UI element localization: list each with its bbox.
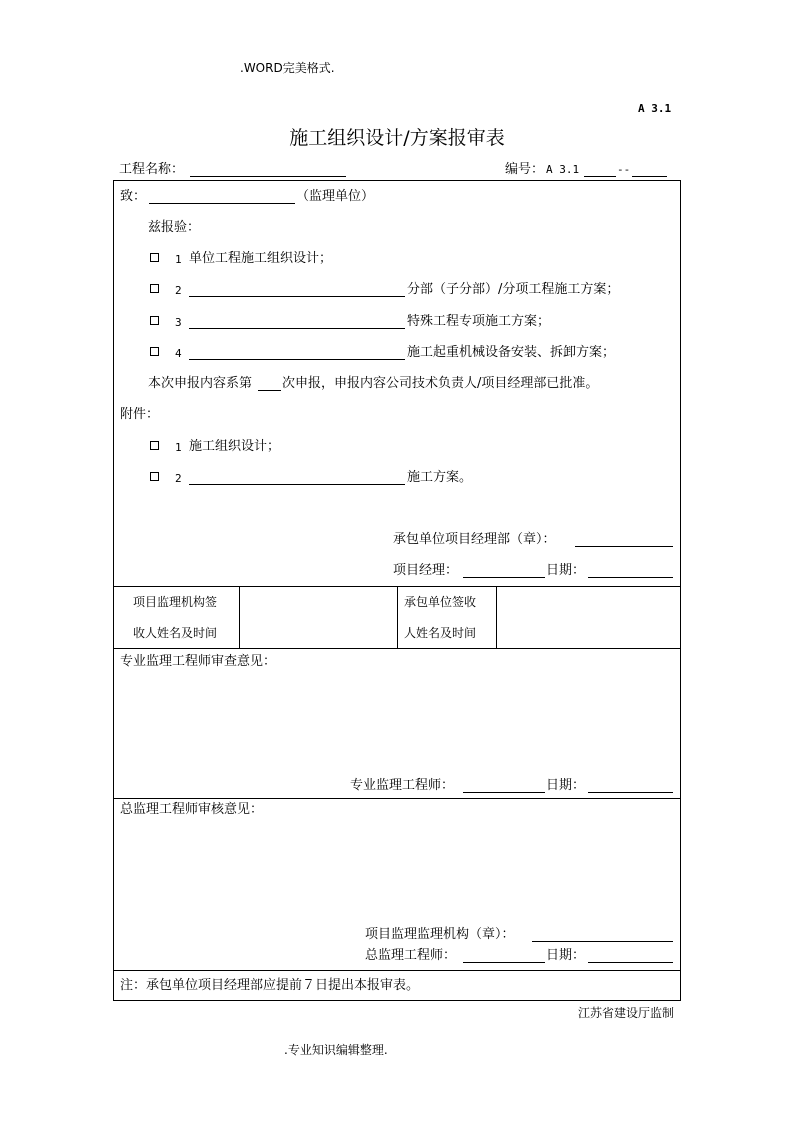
attachment-2-field[interactable] (189, 484, 405, 485)
engineer-label: 专业监理工程师： (350, 778, 455, 793)
to-label: 致： (120, 189, 147, 204)
chief-date-label: 日期： (546, 948, 586, 963)
divider-note-top (113, 970, 681, 971)
number-field-1[interactable] (584, 176, 616, 177)
item-2-field[interactable] (189, 296, 405, 297)
attachment-2-checkbox[interactable] (150, 472, 159, 481)
form-note: 注：承包单位项目经理部应提前７日提出本报审表。 (120, 978, 420, 993)
item-1-text: 单位工程施工组织设计； (189, 251, 333, 266)
item-2-number: 2 (175, 284, 182, 297)
item-3-text: 特殊工程专项施工方案； (407, 314, 551, 329)
issuer-label: 江苏省建设厅监制 (578, 1006, 675, 1020)
item-3-checkbox[interactable] (150, 316, 159, 325)
supervisor-sign-field[interactable] (240, 587, 396, 647)
item-4-checkbox[interactable] (150, 347, 159, 356)
contractor-sign-field[interactable] (497, 587, 680, 647)
header-watermark: .WORD完美格式. (240, 61, 335, 75)
number-separator: -- (617, 163, 631, 176)
divider-sign-bottom (113, 648, 681, 649)
contractor-dept-label: 承包单位项目经理部（章）： (393, 532, 556, 547)
pm-date-field[interactable] (588, 577, 673, 578)
engineer-field[interactable] (463, 792, 545, 793)
contractor-dept-field[interactable] (575, 546, 673, 547)
supervision-org-field[interactable] (532, 941, 673, 942)
sign-col-divider-2 (397, 586, 398, 648)
item-4-number: 4 (175, 347, 182, 360)
project-name-field[interactable] (190, 176, 346, 177)
attachment-1-text: 施工组织设计； (189, 439, 281, 454)
item-1-checkbox[interactable] (150, 253, 159, 262)
attachment-1-checkbox[interactable] (150, 441, 159, 450)
pm-date-label: 日期： (546, 563, 586, 578)
attachments-label: 附件： (120, 407, 160, 422)
divider-review-bottom (113, 798, 681, 799)
item-3-field[interactable] (189, 328, 405, 329)
supervisor-sign-label-2: 收人姓名及时间 (133, 626, 218, 640)
page-title: 施工组织设计/方案报审表 (289, 127, 505, 149)
pm-label: 项目经理： (393, 563, 459, 578)
engineer-date-field[interactable] (588, 792, 673, 793)
engineer-review-textarea[interactable] (118, 675, 676, 770)
statement-pre: 本次申报内容系第 (148, 376, 253, 391)
project-name-label: 工程名称： (119, 162, 185, 177)
engineer-date-label: 日期： (546, 778, 586, 793)
chief-review-textarea[interactable] (118, 823, 676, 918)
number-field-2[interactable] (632, 176, 667, 177)
number-label: 编号： (505, 162, 545, 177)
statement-post: 次申报，申报内容公司技术负责人/项目经理部已批准。 (282, 376, 599, 391)
pm-field[interactable] (463, 577, 545, 578)
supervisor-sign-label-1: 项目监理机构签 (133, 595, 218, 609)
item-4-text: 施工起重机械设备安装、拆卸方案； (407, 345, 616, 360)
chief-review-label: 总监理工程师审核意见： (120, 802, 264, 817)
contractor-sign-label-1: 承包单位签收 (404, 595, 477, 609)
attachment-1-number: 1 (175, 441, 182, 454)
engineer-review-label: 专业监理工程师审查意见： (120, 654, 277, 669)
item-1-number: 1 (175, 253, 182, 266)
supervision-org-label: 项目监理监理机构（章）： (365, 927, 515, 942)
supervisor-unit-field[interactable] (149, 203, 295, 204)
item-2-checkbox[interactable] (150, 284, 159, 293)
attachment-2-text: 施工方案。 (407, 470, 473, 485)
item-3-number: 3 (175, 316, 182, 329)
chief-engineer-label: 总监理工程师： (365, 948, 457, 963)
contractor-sign-label-2: 人姓名及时间 (404, 626, 477, 640)
number-value: A 3.1 (546, 163, 580, 176)
footer-watermark: .专业知识编辑整理. (284, 1043, 388, 1057)
chief-engineer-field[interactable] (463, 962, 545, 963)
attachment-2-number: 2 (175, 472, 182, 485)
item-4-field[interactable] (189, 359, 405, 360)
item-2-text: 分部（子分部）/分项工程施工方案； (407, 282, 620, 297)
form-code: A 3.1 (638, 102, 672, 115)
chief-date-field[interactable] (588, 962, 673, 963)
submission-count-field[interactable] (258, 390, 281, 391)
to-suffix: （监理单位） (296, 189, 375, 204)
report-intro: 兹报验： (148, 220, 201, 235)
